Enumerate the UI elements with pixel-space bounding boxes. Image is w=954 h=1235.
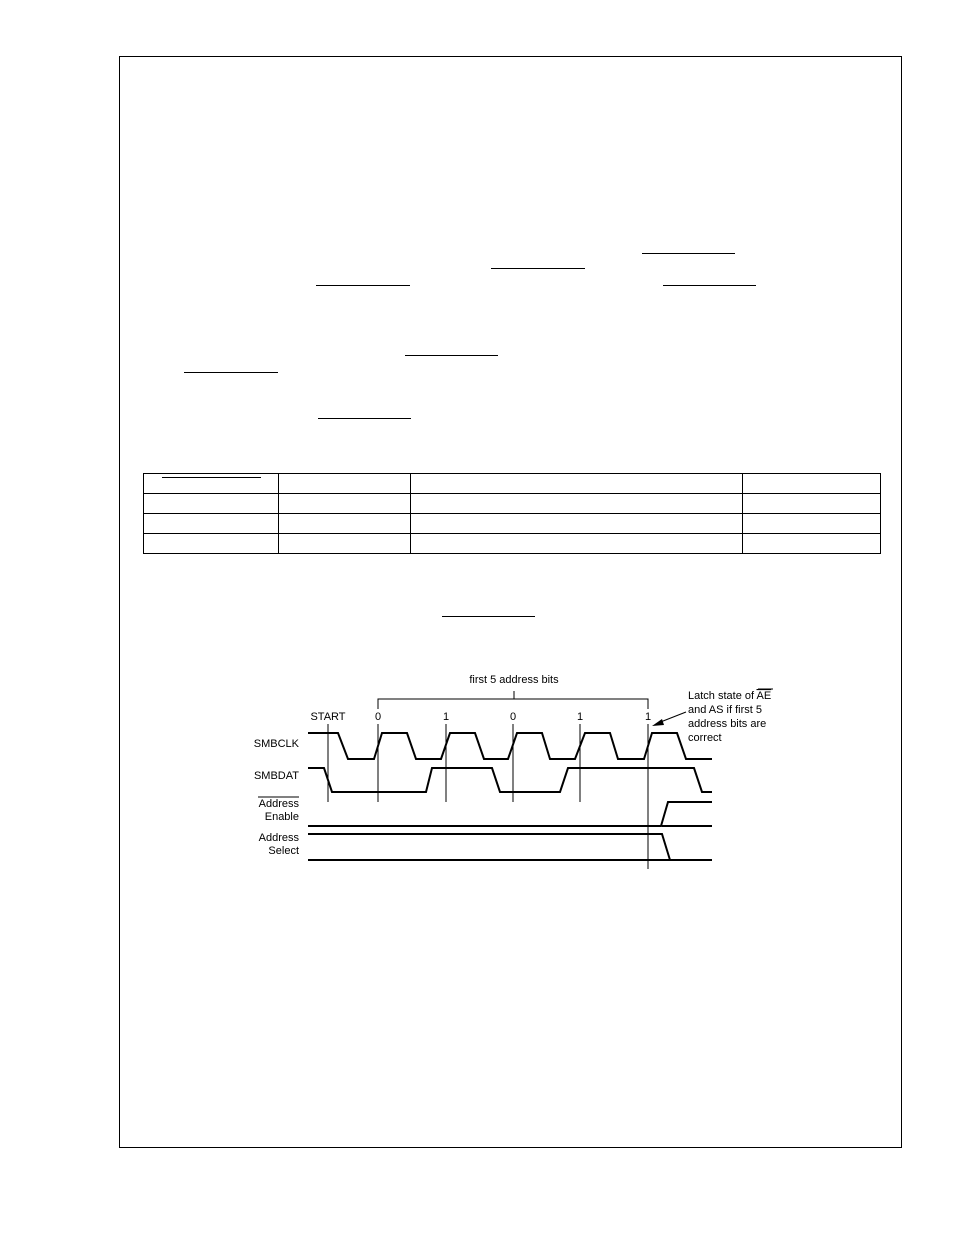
- bit-label: 1: [576, 711, 584, 723]
- latch-annotation-prefix: Latch state of: [688, 690, 757, 702]
- bit-label: 0: [374, 711, 382, 723]
- latch-annotation-line1: [688, 690, 771, 702]
- address-select-label-line2: Select: [268, 845, 299, 857]
- bit-label: 0: [509, 711, 517, 723]
- annotation-arrowhead: [652, 719, 664, 726]
- latch-annotation-line4: correct: [688, 732, 722, 744]
- latch-annotation-line3: address bits are: [688, 718, 767, 730]
- latch-annotation-line2: and AS if first 5: [688, 704, 762, 716]
- bit-label: 1: [644, 711, 652, 723]
- bit-label: 1: [442, 711, 450, 723]
- latch-annotation-ae: AE: [756, 690, 772, 702]
- address-enable-label-line1: Address: [258, 798, 299, 810]
- smbclk-waveform: [308, 733, 712, 759]
- address-bits-bracket: [378, 699, 648, 709]
- smbclk-label: SMBCLK: [253, 738, 299, 750]
- address-select-label-line1: Address: [258, 832, 299, 844]
- smbdat-waveform: [308, 768, 712, 792]
- address-enable-waveform: [308, 802, 712, 826]
- start-label: START: [310, 711, 346, 723]
- address-enable-label-line2: Enable: [264, 811, 299, 823]
- address-select-waveform: [308, 834, 670, 860]
- address-bits-label: first 5 address bits: [469, 674, 559, 686]
- smbdat-label: SMBDAT: [253, 770, 299, 782]
